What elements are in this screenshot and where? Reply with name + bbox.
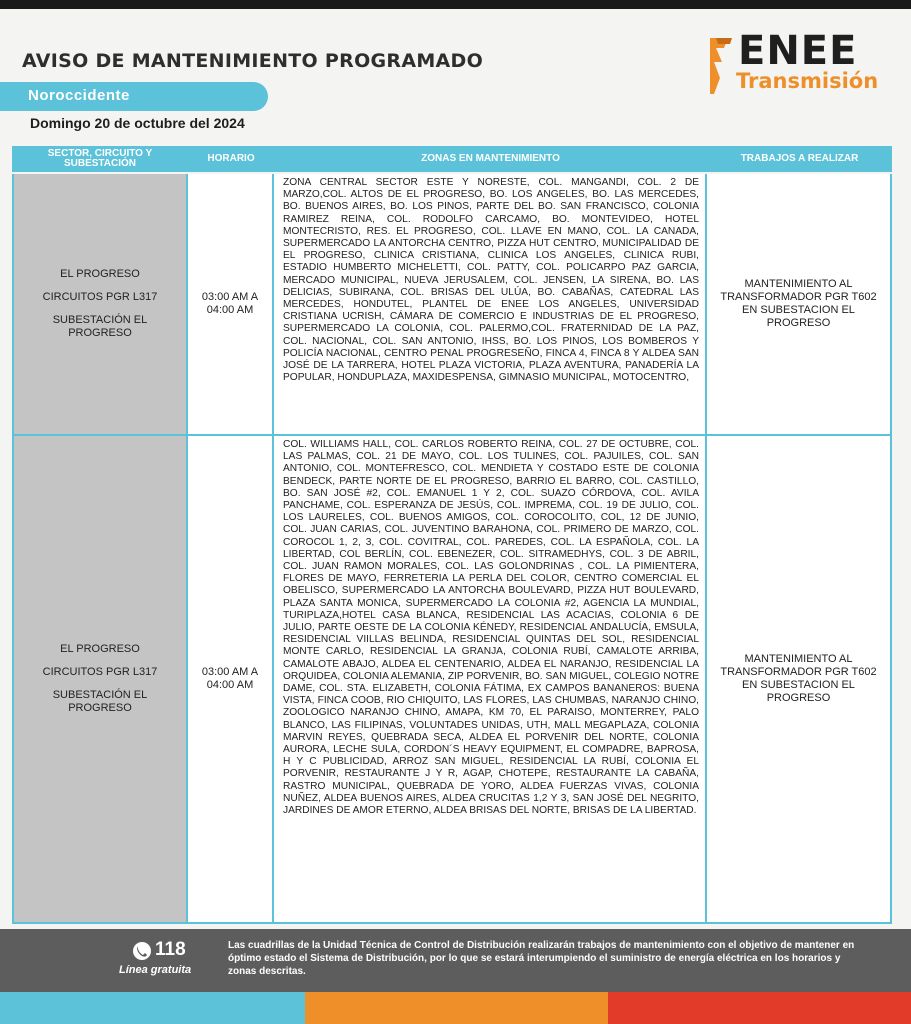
work-text: MANTENIMIENTO AL TRANSFORMADOR PGR T602 EN SUBESTACION EL PROGRESO xyxy=(720,653,877,704)
phone-icon xyxy=(133,942,151,960)
notice-date: Domingo 20 de octubre del 2024 xyxy=(30,115,245,131)
hotline-label: Línea gratuita xyxy=(119,964,192,976)
top-bar xyxy=(0,0,911,9)
schedule-cell xyxy=(188,436,274,922)
footer xyxy=(0,929,911,992)
sector-cell xyxy=(12,436,188,922)
table-row xyxy=(12,436,892,924)
circuit-name: CIRCUITOS PGR L317 xyxy=(42,666,158,678)
hotline-number: 118 xyxy=(155,939,186,960)
stripe-orange xyxy=(305,992,608,1024)
work-cell xyxy=(707,436,892,922)
hotline[interactable] xyxy=(119,939,205,981)
logo-name: ENEE xyxy=(738,28,858,74)
stripe-red xyxy=(608,992,911,1024)
column-header-work: TRABAJOS A REALIZAR xyxy=(740,153,859,164)
column-header-sector: SECTOR, CIRCUITO Y SUBESTACIÓN xyxy=(47,148,153,169)
substation-name: SUBESTACIÓN EL PROGRESO xyxy=(52,689,148,714)
logo-subtitle: Transmisión xyxy=(736,69,879,93)
stripe-blue xyxy=(0,992,305,1024)
enee-logo xyxy=(706,28,896,102)
region-banner xyxy=(0,82,268,111)
work-cell xyxy=(707,174,892,434)
page-title: AVISO DE MANTENIMIENTO PROGRAMADO xyxy=(22,50,484,72)
zones-cell: ZONA CENTRAL SECTOR ESTE Y NORESTE, COL. MANGANDI, COL. 2 DE MARZO,COL. ALTOS DE EL PROGRESO, BO. LOS ANGELES, BO. LAS MERCEDES, BO. BUENOS AIRES, BO. LOS PINOS, PARTE DEL BO. SAN FRANCISCO, COLONIA RAMIREZ REINA, COL. RODOLFO CARCAMO, BO. MONTEVIDEO, HOTEL MONTECRISTO, RES. EL PROGRESO, COL. LLAVE EN MANO, COL. LA CANADA, SUPERMERCADO LA ANTORCHA CENTRO, PIZZA HUT CENTRO, MUNICIPALIDAD DE EL PROGRESO, CLINICA CRISTIANA, CLINICA LOS ANGELES, CLINICA RUBI, ESTADIO HUMBERTO MICHELETTI, COL. PATTY, COL. POLICARPO PAZ GARCIA, MERCADO MUNICIPAL, NUEVA JERUSALEM, COL. JENSEN, LA SIRENA, BO. LAS DELICIAS, SUBIRANA, COL. BRISAS DEL ULÚA, BO. CABAÑAS, CATEDRAL LAS MERCEDES, HONDUTEL, PLANTEL DE ENEE LOS ANGELES, UNIVERSIDAD CRISTIANA UCRISH, CÁMARA DE COMERCIO E INDUSTRIAS DE EL PROGRESO, SUPERMERCADO LA COLONIA, COL. PALERMO,COL. FRATERNIDAD DE LA PAZ, COL. NACIONAL, COL. SAN ANTONIO, IHSS, BO. LOS PINOS, LOS BOMBEROS Y POLICÍA NACIONAL, CENTRO PENAL PROGRESEÑO, FINCA 4, FINCA 8 Y ALDEA SAN JOSÉ DE LA TARRERA, HOTEL PLAZA VICTORIA, PLAZA AVENTURA, PANADERÍA LA POPULAR, HONDUPLAZA, MAXIDESPENSA, GIMNASIO MUNICIPAL, MOTOCENTRO, xyxy=(274,174,707,434)
footer-notice: Las cuadrillas de la Unidad Técnica de Control de Distribución realizarán trabajos de mantenimiento con el objetivo de mantener en óptimo estado el Sistema de Distribución, por lo que se estará interumpiendo el suministro de energía eléctrica en los horarios y zonas descritas. xyxy=(228,940,855,977)
region-label: Noroccidente xyxy=(28,87,130,104)
substation-name: SUBESTACIÓN EL PROGRESO xyxy=(52,314,148,339)
column-header-schedule: HORARIO xyxy=(207,153,255,164)
column-header-zones: ZONAS EN MANTENIMIENTO xyxy=(421,153,560,164)
schedule-text: 03:00 AM A 04:00 AM xyxy=(201,666,259,691)
work-text: MANTENIMIENTO AL TRANSFORMADOR PGR T602 EN SUBESTACION EL PROGRESO xyxy=(720,278,877,329)
schedule-cell xyxy=(188,174,274,434)
enee-logo-icon xyxy=(706,34,736,98)
color-stripes xyxy=(0,992,911,1024)
schedule-text: 03:00 AM A 04:00 AM xyxy=(201,291,259,316)
circuit-name: CIRCUITOS PGR L317 xyxy=(42,291,158,303)
sector-name: EL PROGRESO xyxy=(60,268,140,280)
table-header xyxy=(12,146,892,172)
sector-cell xyxy=(12,174,188,434)
zones-cell: COL. WILLIAMS HALL, COL. CARLOS ROBERTO REINA, COL. 27 DE OCTUBRE, COL. LAS PALMAS, COL. 21 DE MAYO, COL. LOS TULINES, COL. PAJUILES, COL. SAN ANTONIO, COL. MONTEFRESCO, COL. MENDIETA Y COSTADO ESTE DE COLONIA BENDECK, PARTE NORTE DE EL PROGRESO, BARRIO EL BARRO, COL. CASTILLO, BO. SAN JOSÉ #2, COL. EMANUEL 1 Y 2, COL. SUAZO CÓRDOVA, COL. AVILA PANCHAME, COL. ESPERANZA DE JESÚS, COL. IMPREMA, COL. 19 DE JULIO, COL. LOS LAURELES, COL. BUENOS AMIGOS, COL. COROCOLITO, COL, 12 DE JUNIO, COL. JUAN CARIAS, COL. JUVENTINO BARAHONA, COL. PRIMERO DE MARZO, COL. COROCOL 1, 2, 3, COL. COVITRAL, COL. PAREDES, COL. LA ESPAÑOLA, COL. LA LIBERTAD, COL BERLÍN, COL. EBENEZER, COL. SITRAMEDHYS, COL. 3 DE ABRIL, COL. JUAN RAMON MORALES, COL. LAS GOLONDRINAS , COL. LA PIMIENTERA, FLORES DE MAYO, FERRETERIA LA PERLA DEL COLOR, CENTRO COMERCIAL EL OBELISCO, SUPERMERCADO LA ANTORCHA BOULEVARD, PIZZA HUT BOULEVARD, PLAZA SANTA MONICA, SUPERMERCADO LA COLONIA #2, AGENCIA LA MUNDIAL, TURIPLAZA,HOTEL CASA BLANCA, RESIDENCIAL LAS ACACIAS, COLONIA 6 DE JULIO, PARTE OESTE DE LA COLONIA KÉNEDY, RESIDENCIAL ANDALUCÍA, EMSULA, RESIDENCIAL VIILLAS BELINDA, RESIDENCIAL QUINTAS DEL SOL, RESIDENCIAL MONTE CARLO, RESIDENCIAL LA GRANJA, COLONIA RUBÍ, CAMALOTE ARRIBA, CAMALOTE ABAJO, ALDEA EL CENTENARIO, ALDEA EL NARANJO, RESIDENCIAL LA ORQUIDEA, COLONIA ALEMANIA, ZIP PORVENIR, BO. SAN MIGUEL, COLEGIO NOTRE DAME, COL. STA. ELIZABETH, COLONIA FÁTIMA, EX CAMPOS BANANEROS: BUENA VISTA, FINCA COOB, RIO CHIQUITO, LAS FLORES, LAS CHUMBAS, NARANJO CHINO, ZOOLOGICO NARANJO CHINO, AMAPA, KM 70, EL PARAISO, MONTERREY, PALO BLANCO, LAS FILIPINAS, VOLUNTADES UNIDAS, UTH, MALL MEGAPLAZA, COLONIA MARVIN REYES, QUEBRADA SECA, ALDEA EL PORVENIR DEL NORTE, COLONIA AURORA, LECHE SULA, CORDON´S HEAVY EQUIPMENT, EL COMPADRE, BAPROSA, H Y C PUBLICIDAD, ARROZ SAN MIGUEL, RESIDENCIAL LA RUBÍ, COLONIA EL PORVENIR, RESTAURANTE J Y R, AGAP, CHOTEPE, RESTAURANTE LA CABAÑA, RASTRO MUNICIPAL, QUEBRADA DE YORO, ALDEA FUERZAS VIVAS, COLONIA NUÑEZ, ALDEA BUENOS AIRES, ALDEA CRUCITAS 1,2 Y 3, SAN JOSÉ DEL NEGRITO, JARDINES DE AMOR ETERNO, ALDEA BRISAS DEL NORTE, BRISAS DE LA LIBERTAD. xyxy=(274,436,707,922)
table-row xyxy=(12,174,892,436)
sector-name: EL PROGRESO xyxy=(60,643,140,655)
